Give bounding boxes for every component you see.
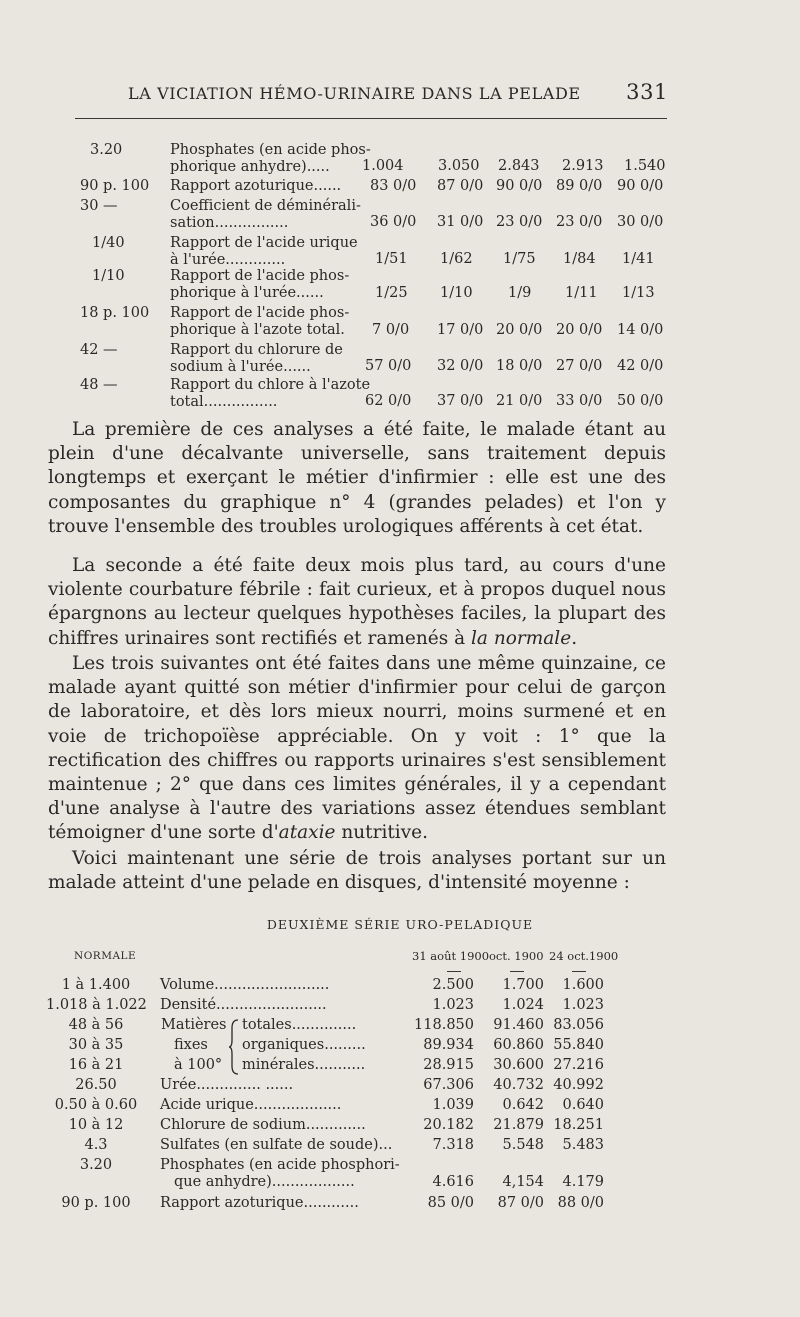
cell: 1/11 <box>565 285 598 301</box>
cell: 1/75 <box>503 251 536 267</box>
row-label-line: Coefficient de déminérali- <box>170 198 361 214</box>
normal-value: 90 p. 100 <box>61 1195 131 1211</box>
page-number: 331 <box>626 80 668 104</box>
row-label-line: Rapport de l'acide phos- <box>170 305 350 321</box>
cell: 4,154 <box>502 1174 544 1190</box>
cell: 14 0/0 <box>617 322 664 338</box>
row-label <box>170 178 355 195</box>
cell: 3.050 <box>438 158 480 174</box>
cell: 1.039 <box>432 1097 474 1113</box>
normal-value: 26.50 <box>75 1077 117 1093</box>
row-label: Urée.............. ...... <box>160 1077 294 1093</box>
row-label-line: sation................ <box>170 214 289 231</box>
cell: 20 0/0 <box>556 322 603 338</box>
cell: 23 0/0 <box>496 214 543 230</box>
paragraph-text: nutritive. <box>335 822 429 844</box>
cell: 40.732 <box>493 1077 544 1093</box>
paragraph-emphasis: la normale <box>471 627 572 649</box>
paragraph-emphasis: ataxie <box>278 822 336 844</box>
normal-value: 1/40 <box>92 235 125 251</box>
paragraph <box>48 554 666 651</box>
normal-value: 42 — <box>80 342 118 358</box>
cell: 87 0/0 <box>497 1195 544 1211</box>
row-label: Sulfates (en sulfate de soude)... <box>160 1137 393 1153</box>
row-label-line: Rapport de l'acide phos- <box>170 268 350 284</box>
row-label: Phosphates (en acide phosphori- <box>160 1157 400 1173</box>
cell: 7.318 <box>432 1137 474 1153</box>
running-head <box>128 80 668 104</box>
cell: 1.004 <box>362 158 404 174</box>
running-head-title: LA VICIATION HÉMO-URINAIRE DANS LA PELADE <box>128 84 581 103</box>
row-label-line: sodium à l'urée...... <box>170 358 311 375</box>
cell: 1/10 <box>440 285 473 301</box>
normal-value: 30 à 35 <box>68 1037 124 1053</box>
row-label-line: Rapport du chlore à l'azote <box>170 377 371 393</box>
cell: 89.934 <box>423 1037 474 1053</box>
normal-value: 90 p. 100 <box>80 178 150 194</box>
row-label <box>170 268 355 301</box>
row-label-line: Phosphates (en acide phos- <box>170 142 371 158</box>
row-label <box>170 377 371 410</box>
row-label <box>170 342 355 375</box>
cell: 50 0/0 <box>617 393 664 409</box>
cell: 17 0/0 <box>437 322 484 338</box>
cell: 118.850 <box>414 1017 474 1033</box>
cell: 30.600 <box>493 1057 544 1073</box>
group-label: Matières <box>161 1017 227 1033</box>
cell: 21 0/0 <box>496 393 543 409</box>
normal-value: 10 à 12 <box>68 1117 124 1133</box>
cell: 87 0/0 <box>437 178 484 194</box>
cell: 27.216 <box>553 1057 604 1073</box>
cell: 40.992 <box>553 1077 604 1093</box>
row-label: Rapport azoturique............ <box>160 1195 359 1211</box>
cell: 5.548 <box>502 1137 544 1153</box>
cell: 18 0/0 <box>496 358 543 374</box>
cell: 32 0/0 <box>437 358 484 374</box>
brace-icon <box>228 1018 240 1076</box>
row-label-line: Rapport du chlorure de <box>170 342 343 358</box>
paragraph: La première de ces analyses a été faite, le malade étant au plein d'une décalvante universelle, sans traitement depuis longtemps et exerçant le métier d'infirmier : elle est une des composantes du graphique n° 4 (grandes pelades) et l'on y trouve l'ensemble des troubles urologiques afférents à cet état. <box>48 419 666 537</box>
row-label: Chlorure de sodium............. <box>160 1117 366 1133</box>
cell: 5.483 <box>562 1137 604 1153</box>
row-label-line: Rapport azoturique...... <box>170 178 342 194</box>
group-label: à 100° <box>174 1057 223 1073</box>
cell: 37 0/0 <box>437 393 484 409</box>
paragraph-text: . <box>571 627 578 649</box>
cell: 91.460 <box>493 1017 544 1033</box>
row-label-line: Rapport de l'acide urique <box>170 235 358 251</box>
cell: 60.860 <box>493 1037 544 1053</box>
cell: 36 0/0 <box>370 214 417 230</box>
cell: 27 0/0 <box>556 358 603 374</box>
row-label <box>170 198 361 231</box>
cell: 67.306 <box>423 1077 474 1093</box>
column-header: 24 oct.1900 <box>549 949 619 963</box>
row-label-line: phorique à l'azote total. <box>170 321 345 338</box>
header-rule <box>75 118 667 119</box>
cell: 28.915 <box>423 1057 474 1073</box>
row-label-line: phorique anhydre)..... <box>170 158 330 175</box>
normal-value: 3.20 <box>79 1157 113 1173</box>
normal-value: 0.50 à 0.60 <box>54 1097 138 1113</box>
row-label-line: phorique à l'urée...... <box>170 284 324 301</box>
cell: 18.251 <box>553 1117 604 1133</box>
row-label: organiques......... <box>242 1037 366 1053</box>
cell: 83.056 <box>553 1017 604 1033</box>
cell: 1.024 <box>502 997 544 1013</box>
cell: 20 0/0 <box>496 322 543 338</box>
row-label-line: total................ <box>170 393 278 410</box>
row-label <box>170 142 371 175</box>
cell: 30 0/0 <box>617 214 664 230</box>
cell: 57 0/0 <box>365 358 412 374</box>
cell: 1/25 <box>375 285 408 301</box>
cell: 1/51 <box>375 251 408 267</box>
cell: 2.913 <box>562 158 604 174</box>
column-dash <box>510 971 524 972</box>
cell: 90 0/0 <box>496 178 543 194</box>
row-label: minérales........... <box>242 1057 366 1073</box>
normal-value: 48 — <box>80 377 118 393</box>
cell: 31 0/0 <box>437 214 484 230</box>
paragraph-text: La seconde a été faite deux mois plus tard, au cours d'une violente courbature fébrile : fait curieux, et à propos duquel nous épargnons au lecteur quelques hypothèses faciles, la plupart des chiffres urinaires sont rectifiés et ramenés à <box>48 555 666 649</box>
row-label: Volume......................... <box>160 977 330 993</box>
cell: 90 0/0 <box>617 178 664 194</box>
column-dash <box>447 971 461 972</box>
series-title: DEUXIÈME SÉRIE URO-PELADIQUE <box>266 917 534 932</box>
cell: 20.182 <box>423 1117 474 1133</box>
column-header: 31 août 1900 <box>412 949 490 963</box>
cell: 21.879 <box>493 1117 544 1133</box>
cell: 1/9 <box>508 285 532 301</box>
normal-value: 1/10 <box>92 268 125 284</box>
row-label: totales.............. <box>242 1017 357 1033</box>
cell: 2.500 <box>432 977 474 993</box>
row-label <box>170 305 355 338</box>
cell: 1.600 <box>562 977 604 993</box>
cell: 1.540 <box>624 158 666 174</box>
cell: 1.023 <box>562 997 604 1013</box>
row-label: que anhydre).................. <box>174 1174 355 1190</box>
cell: 85 0/0 <box>427 1195 474 1211</box>
cell: 7 0/0 <box>372 322 410 338</box>
cell: 42 0/0 <box>617 358 664 374</box>
normale-header: NORMALE <box>74 950 137 962</box>
normal-value: 30 — <box>80 198 118 214</box>
cell: 1/41 <box>622 251 655 267</box>
normal-value: 1.018 à 1.022 <box>46 997 147 1013</box>
normal-value: 18 p. 100 <box>80 305 150 321</box>
cell: 89 0/0 <box>556 178 603 194</box>
cell: 4.616 <box>432 1174 474 1190</box>
cell: 4.179 <box>562 1174 604 1190</box>
cell: 2.843 <box>498 158 540 174</box>
column-header: oct. 1900 <box>489 949 544 963</box>
cell: 1/62 <box>440 251 473 267</box>
paragraph <box>48 652 666 846</box>
cell: 0.642 <box>502 1097 544 1113</box>
paragraph-text: Les trois suivantes ont été faites dans une même quinzaine, ce malade ayant quitté son métier d'infirmier pour celui de garçon de laboratoire, et dès lors mieux nourri, moins surmené et en voie de trichopoïèse appréciable. On y voit : 1° que la rectification des chiffres ou rapports urinaires s'est sensiblement maintenue ; 2° que dans ces limites générales, il y a cependant d'une analyse à l'autre des variations assez étendues semblant témoigner d'une sorte d' <box>48 653 666 844</box>
row-label-line: à l'urée............. <box>170 251 286 268</box>
cell: 62 0/0 <box>365 393 412 409</box>
cell: 1/84 <box>563 251 596 267</box>
normal-value: 16 à 21 <box>68 1057 124 1073</box>
paragraph: Voici maintenant une série de trois analyses portant sur un malade atteint d'une pelade en disques, d'intensité moyenne : <box>48 848 666 894</box>
normal-value: 4.3 <box>84 1137 108 1153</box>
column-dash <box>572 971 586 972</box>
row-label: Densité........................ <box>160 997 327 1013</box>
cell: 1.700 <box>502 977 544 993</box>
normal-value: 48 à 56 <box>68 1017 124 1033</box>
row-label <box>170 235 358 268</box>
cell: 33 0/0 <box>556 393 603 409</box>
normal-value: 3.20 <box>90 142 123 158</box>
cell: 88 0/0 <box>557 1195 604 1211</box>
normal-value: 1 à 1.400 <box>61 977 131 993</box>
row-label: Acide urique................... <box>160 1097 342 1113</box>
cell: 1.023 <box>432 997 474 1013</box>
group-label: fixes <box>174 1037 208 1053</box>
cell: 55.840 <box>553 1037 604 1053</box>
cell: 83 0/0 <box>370 178 417 194</box>
cell: 23 0/0 <box>556 214 603 230</box>
cell: 0.640 <box>562 1097 604 1113</box>
cell: 1/13 <box>622 285 655 301</box>
